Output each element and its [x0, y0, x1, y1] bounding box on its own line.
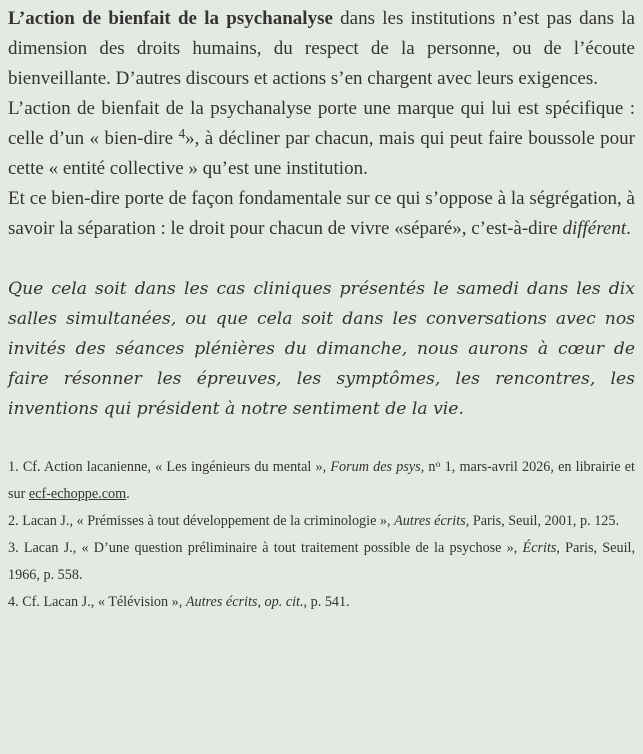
footnote-text: 4. Cf. Lacan J., « Télévision »,: [8, 594, 186, 610]
italic-paragraph-cas-cliniques: Que cela soit dans les cas cliniques présentés le samedi dans les dix salles simultanées, ou que cela soit dans les conversations avec nos invités des séances plénières du dimanche, nous aurons à cœur de faire résonner les épreuves, les symptômes, les rencontres, les inventions qui président à notre sentiment de la vie.: [8, 279, 635, 419]
paragraph-text: dans les institutions n’est pas dans la dimension des droits humains, du respect de la personne, ou de l’écoute bienveillante. D’autres discours et actions s’en chargent avec leurs exigences.: [8, 8, 635, 89]
bold-lead: L’action de bienfait de la psychanalyse: [8, 8, 333, 29]
ecf-echoppe-link[interactable]: ecf-echoppe.com: [28, 486, 127, 502]
paragraph-text: .: [626, 218, 631, 239]
footnote-ref-4[interactable]: 4: [178, 126, 186, 142]
footnote-title: Forum des psys: [330, 459, 421, 475]
paragraph-bienfait-institutions: [8, 4, 635, 94]
footnote-text: 1. Cf. Action lacanienne, « Les ingénieurs du mental »,: [8, 459, 331, 475]
footnote-text: .: [126, 486, 130, 502]
footnote-text: , Paris, Seuil, 2001, p. 125.: [465, 513, 620, 529]
footnotes: [8, 454, 635, 616]
footnote-text: , Paris, Seuil, 1966, p. 558.: [8, 540, 636, 583]
paragraph-segregation: [8, 184, 635, 244]
paragraph-text: », à décliner par chacun, mais qui peut faire boussole pour cette « entité collective » qu’est une institution.: [8, 128, 635, 179]
emphasis-different: différent: [562, 218, 627, 239]
footnote-4: [8, 589, 635, 616]
paragraph-bien-dire: [8, 94, 635, 184]
footnote-2: [8, 508, 635, 535]
footnote-text: 1, mars-avril 2026, en librairie et sur: [8, 459, 636, 502]
footnote-text: 2. Lacan J., « Prémisses à tout développement de la criminologie »,: [8, 513, 395, 529]
footnote-text: , p. 541.: [303, 594, 350, 610]
footnote-1: [8, 454, 635, 508]
footnote-text: 3. Lacan J., « D’une question préliminaire à tout traitement possible de la psychose »,: [8, 540, 523, 556]
footnote-3: [8, 535, 635, 589]
paragraph-text: L’action de bienfait de la psychanalyse porte une marque qui lui est spécifique : celle d’un « bien-dire: [8, 98, 635, 149]
numero-superscript: o: [435, 458, 441, 470]
paragraph-text: Et ce bien-dire porte de façon fondamentale sur ce qui s’oppose à la ségrégation, à savoir la séparation : le droit pour chacun de vivre «séparé», c’est-à-dire: [8, 188, 635, 239]
footnote-title: op. cit.: [264, 594, 304, 610]
footnote-text: , n: [420, 459, 436, 475]
footnote-title: Écrits: [522, 540, 557, 556]
footnote-text: ,: [257, 594, 265, 610]
footnote-title: Autres écrits: [185, 594, 258, 610]
footnote-title: Autres écrits: [394, 513, 466, 529]
